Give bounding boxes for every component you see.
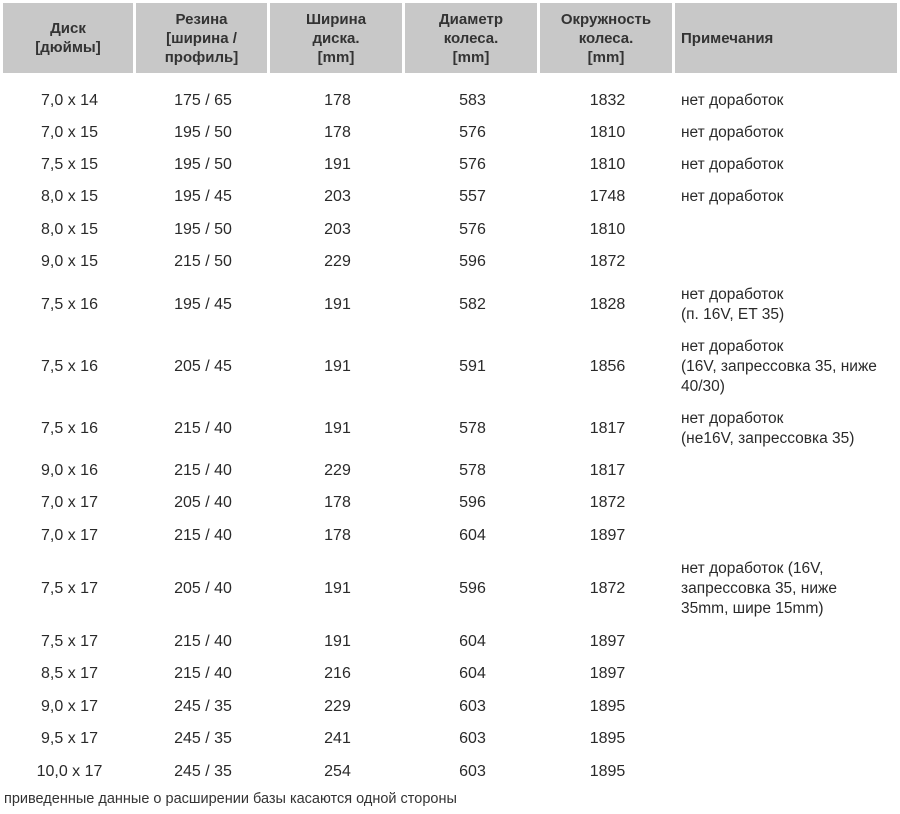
cell-rim-width: 191 bbox=[324, 580, 351, 597]
cell-wheel-circumference: 1748 bbox=[589, 188, 626, 205]
cell-tire: 245 / 35 bbox=[174, 730, 232, 747]
table-row bbox=[3, 85, 897, 117]
cell-note: нет доработок (п. 16V, ET 35) bbox=[681, 285, 785, 323]
cell-tire: 215 / 40 bbox=[174, 526, 232, 544]
table-row bbox=[3, 519, 897, 552]
cell-rim-width: 229 bbox=[324, 253, 351, 270]
cell-disk: 7,0 x 17 bbox=[41, 494, 98, 511]
cell-wheel-circumference: 1895 bbox=[589, 762, 626, 780]
cell-tire: 195 / 50 bbox=[174, 124, 232, 141]
cell-wheel-circumference: 1810 bbox=[589, 124, 626, 141]
wheel-size-table bbox=[3, 3, 897, 788]
cell-rim-width: 191 bbox=[324, 156, 351, 173]
cell-wheel-circumference: 1872 bbox=[589, 580, 626, 597]
cell-wheel-diameter: 591 bbox=[459, 358, 486, 375]
cell-note: нет доработок (не16V, запрессовка 35) bbox=[681, 410, 855, 447]
cell-wheel-diameter: 578 bbox=[459, 462, 486, 479]
cell-wheel-diameter: 596 bbox=[459, 494, 486, 511]
cell-wheel-circumference: 1895 bbox=[589, 730, 626, 747]
cell-disk: 8,0 x 15 bbox=[41, 188, 98, 205]
cell-disk: 9,0 x 16 bbox=[41, 462, 98, 479]
cell-disk: 9,0 x 15 bbox=[41, 253, 98, 270]
cell-rim-width: 254 bbox=[324, 762, 351, 780]
cell-wheel-circumference: 1856 bbox=[589, 358, 626, 375]
cell-wheel-diameter: 583 bbox=[459, 92, 486, 109]
cell-note bbox=[675, 213, 897, 246]
cell-tire: 215 / 50 bbox=[174, 253, 232, 270]
cell-wheel-circumference: 1872 bbox=[589, 253, 626, 270]
cell-rim-width: 229 bbox=[324, 697, 351, 715]
cell-disk: 7,5 x 16 bbox=[41, 358, 98, 375]
cell-wheel-diameter: 596 bbox=[459, 253, 486, 270]
cell-note bbox=[675, 658, 897, 690]
cell-note: нет доработок bbox=[681, 92, 784, 109]
cell-tire: 195 / 45 bbox=[174, 295, 232, 313]
cell-note bbox=[675, 487, 897, 519]
cell-wheel-diameter: 603 bbox=[459, 697, 486, 715]
cell-rim-width: 178 bbox=[324, 124, 351, 141]
cell-rim-width: 203 bbox=[324, 188, 351, 205]
table-row bbox=[3, 213, 897, 246]
table-row bbox=[3, 690, 897, 723]
cell-disk: 7,5 x 16 bbox=[41, 295, 98, 313]
header-tire: Резина [ширина / профиль] bbox=[136, 3, 270, 73]
cell-tire: 195 / 50 bbox=[174, 156, 232, 173]
cell-tire: 215 / 40 bbox=[174, 665, 232, 682]
cell-note bbox=[675, 690, 897, 723]
cell-rim-width: 178 bbox=[324, 92, 351, 109]
cell-wheel-diameter: 576 bbox=[459, 124, 486, 141]
cell-note bbox=[675, 723, 897, 755]
cell-disk: 7,5 x 17 bbox=[41, 633, 98, 650]
header-row bbox=[3, 3, 897, 73]
cell-wheel-circumference: 1817 bbox=[589, 420, 626, 437]
table-body bbox=[3, 73, 897, 788]
cell-wheel-circumference: 1832 bbox=[589, 92, 626, 109]
table-row bbox=[3, 246, 897, 278]
cell-tire: 205 / 40 bbox=[174, 494, 232, 511]
cell-note bbox=[675, 519, 897, 552]
header-notes: Примечания bbox=[675, 3, 897, 73]
cell-tire: 205 / 45 bbox=[174, 358, 232, 375]
cell-wheel-diameter: 582 bbox=[459, 295, 486, 313]
cell-disk: 8,5 x 17 bbox=[41, 665, 98, 682]
cell-disk: 7,0 x 15 bbox=[41, 124, 98, 141]
cell-tire: 205 / 40 bbox=[174, 580, 232, 597]
cell-wheel-diameter: 604 bbox=[459, 633, 486, 650]
table-row bbox=[3, 455, 897, 487]
cell-rim-width: 191 bbox=[324, 358, 351, 375]
spacer-row bbox=[3, 73, 897, 85]
cell-disk: 7,5 x 15 bbox=[41, 156, 98, 173]
table-row bbox=[3, 117, 897, 149]
table-row bbox=[3, 755, 897, 788]
cell-wheel-diameter: 557 bbox=[459, 188, 486, 205]
cell-disk: 9,0 x 17 bbox=[41, 697, 98, 715]
cell-note: нет доработок (16V, запрессовка 35, ниже 35mm, шире 15mm) bbox=[681, 560, 837, 617]
cell-note bbox=[675, 626, 897, 658]
spacer-cell bbox=[3, 73, 897, 85]
header-disk: Диск [дюймы] bbox=[3, 3, 136, 73]
cell-rim-width: 191 bbox=[324, 420, 351, 437]
cell-rim-width: 191 bbox=[324, 295, 351, 313]
cell-rim-width: 216 bbox=[324, 665, 351, 682]
cell-note bbox=[675, 755, 897, 788]
cell-tire: 195 / 50 bbox=[174, 220, 232, 238]
cell-wheel-circumference: 1897 bbox=[589, 633, 626, 650]
table-row bbox=[3, 552, 897, 626]
cell-rim-width: 191 bbox=[324, 633, 351, 650]
cell-wheel-diameter: 576 bbox=[459, 220, 486, 238]
cell-disk: 7,5 x 16 bbox=[41, 420, 98, 437]
cell-wheel-diameter: 576 bbox=[459, 156, 486, 173]
table-row bbox=[3, 278, 897, 331]
cell-note: нет доработок (16V, запрессовка 35, ниже 40/30) bbox=[681, 338, 877, 395]
cell-disk: 9,5 x 17 bbox=[41, 730, 98, 747]
cell-tire: 215 / 40 bbox=[174, 462, 232, 479]
table-row bbox=[3, 487, 897, 519]
cell-wheel-circumference: 1810 bbox=[589, 220, 626, 238]
table-row bbox=[3, 626, 897, 658]
header-rim-width: Ширина диска. [mm] bbox=[270, 3, 405, 73]
cell-disk: 7,5 x 17 bbox=[41, 580, 98, 597]
cell-note: нет доработок bbox=[681, 156, 784, 173]
cell-wheel-diameter: 596 bbox=[459, 580, 486, 597]
table-row bbox=[3, 723, 897, 755]
cell-wheel-diameter: 604 bbox=[459, 526, 486, 544]
cell-tire: 215 / 40 bbox=[174, 420, 232, 437]
cell-wheel-diameter: 578 bbox=[459, 420, 486, 437]
table-row bbox=[3, 181, 897, 213]
cell-note bbox=[675, 246, 897, 278]
cell-tire: 175 / 65 bbox=[174, 92, 232, 109]
cell-wheel-circumference: 1817 bbox=[589, 462, 626, 479]
cell-rim-width: 229 bbox=[324, 462, 351, 479]
cell-tire: 245 / 35 bbox=[174, 697, 232, 715]
cell-disk: 8,0 x 15 bbox=[41, 220, 98, 238]
cell-rim-width: 178 bbox=[324, 494, 351, 511]
table-row bbox=[3, 331, 897, 403]
cell-disk: 7,0 x 17 bbox=[41, 526, 98, 544]
cell-wheel-circumference: 1897 bbox=[589, 665, 626, 682]
cell-wheel-diameter: 603 bbox=[459, 762, 486, 780]
cell-disk: 10,0 x 17 bbox=[36, 762, 103, 780]
cell-wheel-diameter: 603 bbox=[459, 730, 486, 747]
cell-disk: 7,0 x 14 bbox=[41, 92, 98, 109]
cell-note: нет доработок bbox=[681, 124, 784, 141]
cell-wheel-diameter: 604 bbox=[459, 665, 486, 682]
footnote: приведенные данные о расширении базы касаются одной стороны bbox=[4, 791, 457, 807]
cell-wheel-circumference: 1895 bbox=[589, 697, 626, 715]
cell-wheel-circumference: 1810 bbox=[589, 156, 626, 173]
cell-rim-width: 178 bbox=[324, 526, 351, 544]
header-wheel-circumference: Окружность колеса. [mm] bbox=[540, 3, 675, 73]
cell-rim-width: 203 bbox=[324, 220, 351, 238]
table-row bbox=[3, 658, 897, 690]
cell-tire: 195 / 45 bbox=[174, 188, 232, 205]
cell-note: нет доработок bbox=[681, 188, 784, 205]
cell-wheel-circumference: 1897 bbox=[589, 526, 626, 544]
cell-note bbox=[675, 455, 897, 487]
table-row bbox=[3, 403, 897, 455]
cell-tire: 245 / 35 bbox=[174, 762, 232, 780]
cell-wheel-circumference: 1828 bbox=[589, 295, 626, 313]
table-row bbox=[3, 149, 897, 181]
cell-wheel-circumference: 1872 bbox=[589, 494, 626, 511]
header-wheel-diameter: Диаметр колеса. [mm] bbox=[405, 3, 540, 73]
cell-rim-width: 241 bbox=[324, 730, 351, 747]
cell-tire: 215 / 40 bbox=[174, 633, 232, 650]
